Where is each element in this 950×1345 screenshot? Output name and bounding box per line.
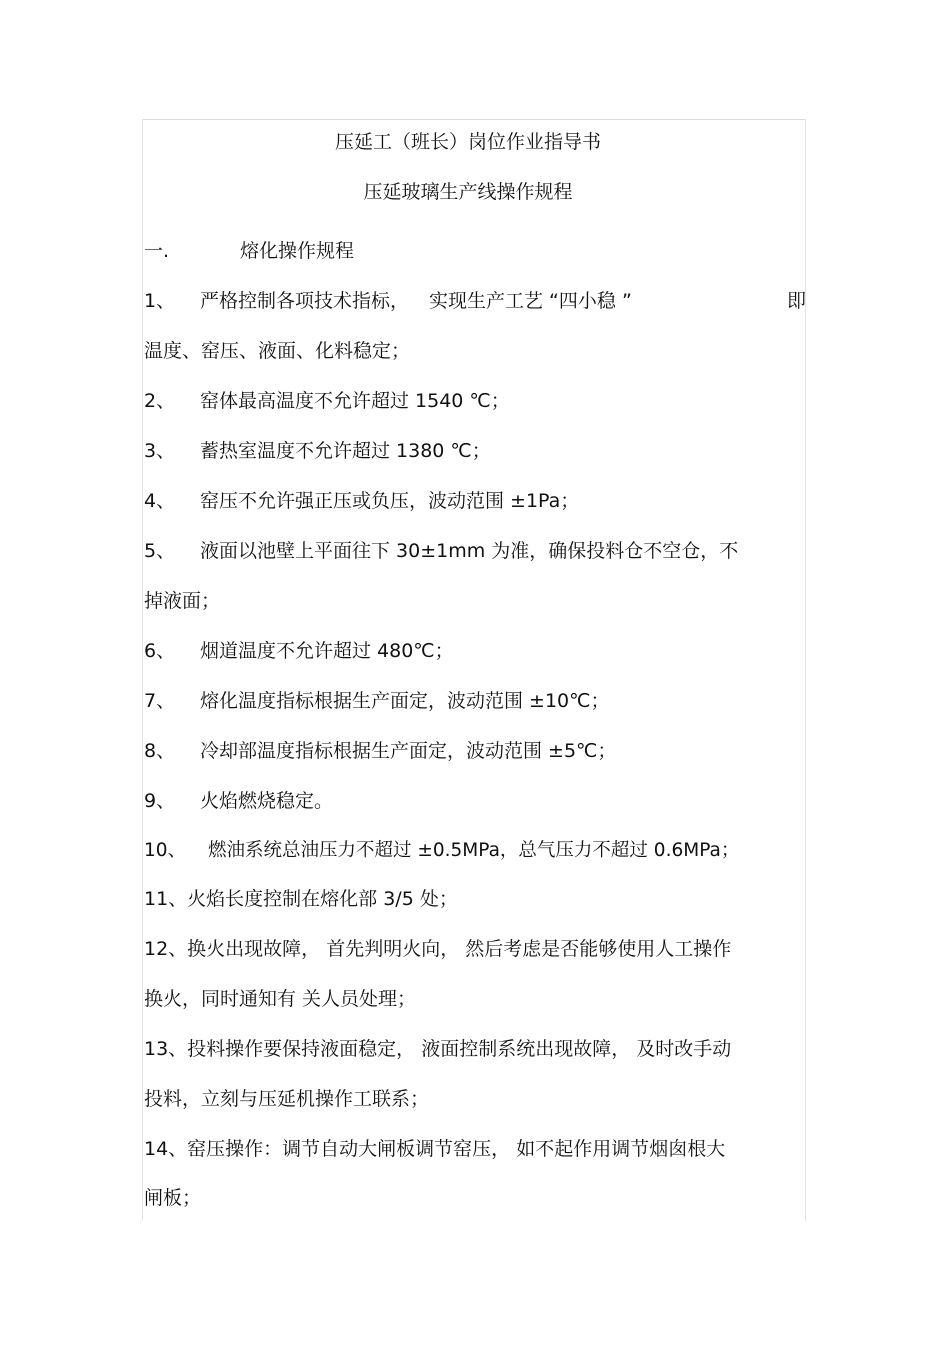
item-text: 烟道温度不允许超过 480℃；	[200, 640, 454, 662]
list-item: 14、窑压操作：调节自动大闸板调节窑压， 如不起作用调节烟囱根大	[144, 1138, 726, 1160]
item-number: 4、	[144, 490, 176, 512]
item-number: 5、	[144, 540, 176, 562]
item-text: 窑体最高温度不允许超过 1540 ℃；	[200, 390, 510, 412]
list-item	[144, 789, 806, 813]
item-number: 3、	[144, 440, 176, 462]
document-subtitle: 压延玻璃生产线操作规程	[363, 181, 573, 203]
item-text: 窑压不允许强正压或负压，波动范围 ±1Pa；	[200, 490, 580, 512]
list-item	[144, 639, 806, 663]
section-title: 熔化操作规程	[240, 240, 355, 262]
list-item	[144, 489, 806, 513]
list-item	[144, 689, 806, 713]
list-item	[144, 389, 806, 413]
item-text: 实现生产工艺 “四小稳 ”	[429, 290, 632, 312]
item-continuation: 掉液面；	[144, 590, 221, 612]
item-number: 9、	[144, 790, 176, 812]
item-text: 火焰燃烧稳定。	[200, 790, 334, 812]
item-text: 燃油系统总油压力不超过 ±0.5MPa，总气压力不超过 0.6MPa；	[208, 840, 740, 861]
item-number: 7、	[144, 690, 176, 712]
list-item: 12、换火出现故障， 首先判明火向， 然后考虑是否能够使用人工操作	[144, 938, 732, 960]
item-text: 即	[786, 290, 806, 312]
item-continuation: 闸板；	[144, 1187, 202, 1209]
list-item	[144, 839, 806, 863]
list-item: 13、投料操作要保持液面稳定， 液面控制系统出现故障， 及时改手动	[144, 1038, 732, 1060]
section-heading	[144, 239, 806, 263]
item-text: 严格控制各项技术指标，	[200, 290, 410, 312]
list-item	[144, 539, 806, 563]
list-item	[144, 739, 806, 763]
item-number: 8、	[144, 740, 176, 762]
item-number: 2、	[144, 390, 176, 412]
list-item	[144, 439, 806, 463]
item-continuation: 温度、窑压、液面、化料稳定；	[144, 340, 411, 362]
item-continuation: 投料，立刻与压延机操作工联系；	[144, 1088, 430, 1110]
list-item: 11、火焰长度控制在熔化部 3/5 处；	[144, 888, 458, 910]
item-continuation: 换火，同时通知有 关人员处理；	[144, 988, 417, 1010]
document-title: 压延工（班长）岗位作业指导书	[334, 131, 601, 153]
item-text: 蓄热室温度不允许超过 1380 ℃；	[200, 440, 491, 462]
list-item	[144, 289, 806, 313]
item-number: 1、	[144, 290, 176, 312]
item-text: 冷却部温度指标根据生产面定，波动范围 ±5℃；	[200, 740, 617, 762]
section-number: 一.	[144, 240, 170, 262]
item-number: 6、	[144, 640, 176, 662]
item-number: 10、	[144, 840, 187, 861]
item-text: 熔化温度指标根据生产面定，波动范围 ±10℃；	[200, 690, 610, 712]
item-text: 液面以池壁上平面往下 30±1mm 为准，确保投料仓不空仓，不	[200, 540, 739, 562]
